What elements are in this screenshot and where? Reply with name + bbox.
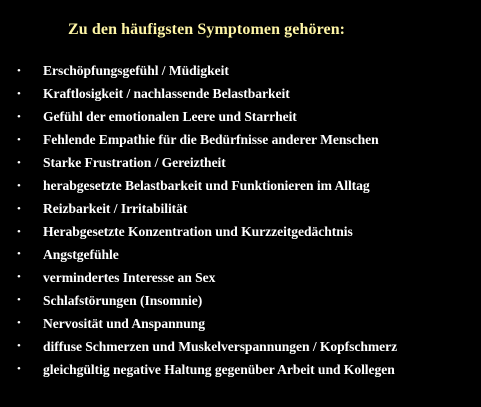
bullet-icon: • bbox=[17, 317, 21, 330]
list-item bbox=[15, 358, 397, 381]
list-item-text: Erschöpfungsgefühl / Müdigkeit bbox=[43, 63, 229, 79]
list-item bbox=[15, 83, 397, 106]
list-item bbox=[15, 198, 397, 221]
list-item bbox=[15, 289, 397, 312]
bullet-icon: • bbox=[17, 133, 21, 146]
list-item-text: Fehlende Empathie für die Bedürfnisse anderer Menschen bbox=[43, 132, 379, 148]
list-item-text: Reizbarkeit / Irritabilität bbox=[43, 201, 188, 217]
bullet-icon: • bbox=[17, 271, 21, 284]
bullet-icon: • bbox=[17, 363, 21, 376]
list-item-text: vermindertes Interesse an Sex bbox=[43, 269, 216, 285]
list-item-text: Angstgefühle bbox=[43, 246, 119, 262]
list-item-text: Gefühl der emotionalen Leere und Starrheit bbox=[43, 109, 297, 125]
list-item-text: Schlafstörungen (Insomnie) bbox=[43, 292, 203, 308]
list-item bbox=[15, 175, 397, 198]
bullet-icon: • bbox=[17, 179, 21, 192]
list-item bbox=[15, 106, 397, 129]
bullet-icon: • bbox=[17, 248, 21, 261]
list-item bbox=[15, 129, 397, 152]
list-item bbox=[15, 152, 397, 175]
list-item-text: herabgesetzte Belastbarkeit und Funktionieren im Alltag bbox=[43, 178, 370, 194]
bullet-icon: • bbox=[17, 64, 21, 77]
list-item-text: Kraftlosigkeit / nachlassende Belastbarkeit bbox=[43, 86, 290, 102]
slide-title: Zu den häufigsten Symptomen gehören: bbox=[68, 21, 346, 38]
list-item-text: diffuse Schmerzen und Muskelverspannungen / Kopfschmerz bbox=[43, 338, 398, 354]
list-item bbox=[15, 221, 397, 244]
bullet-icon: • bbox=[17, 225, 21, 238]
bullet-icon: • bbox=[17, 87, 21, 100]
list-item bbox=[15, 244, 397, 267]
list-item-text: Nervosität und Anspannung bbox=[43, 315, 205, 331]
list-item bbox=[15, 335, 397, 358]
symptom-list bbox=[15, 60, 397, 381]
bullet-icon: • bbox=[17, 294, 21, 307]
bullet-icon: • bbox=[17, 156, 21, 169]
list-item-text: Herabgesetzte Konzentration und Kurzzeitgedächtnis bbox=[43, 224, 353, 240]
list-item bbox=[15, 266, 397, 289]
list-item bbox=[15, 60, 397, 83]
list-item-text: Starke Frustration / Gereiztheit bbox=[43, 155, 226, 171]
bullet-icon: • bbox=[17, 202, 21, 215]
list-item-text: gleichgültig negative Haltung gegenüber Arbeit und Kollegen bbox=[43, 361, 395, 377]
bullet-icon: • bbox=[17, 340, 21, 353]
bullet-icon: • bbox=[17, 110, 21, 123]
list-item bbox=[15, 312, 397, 335]
